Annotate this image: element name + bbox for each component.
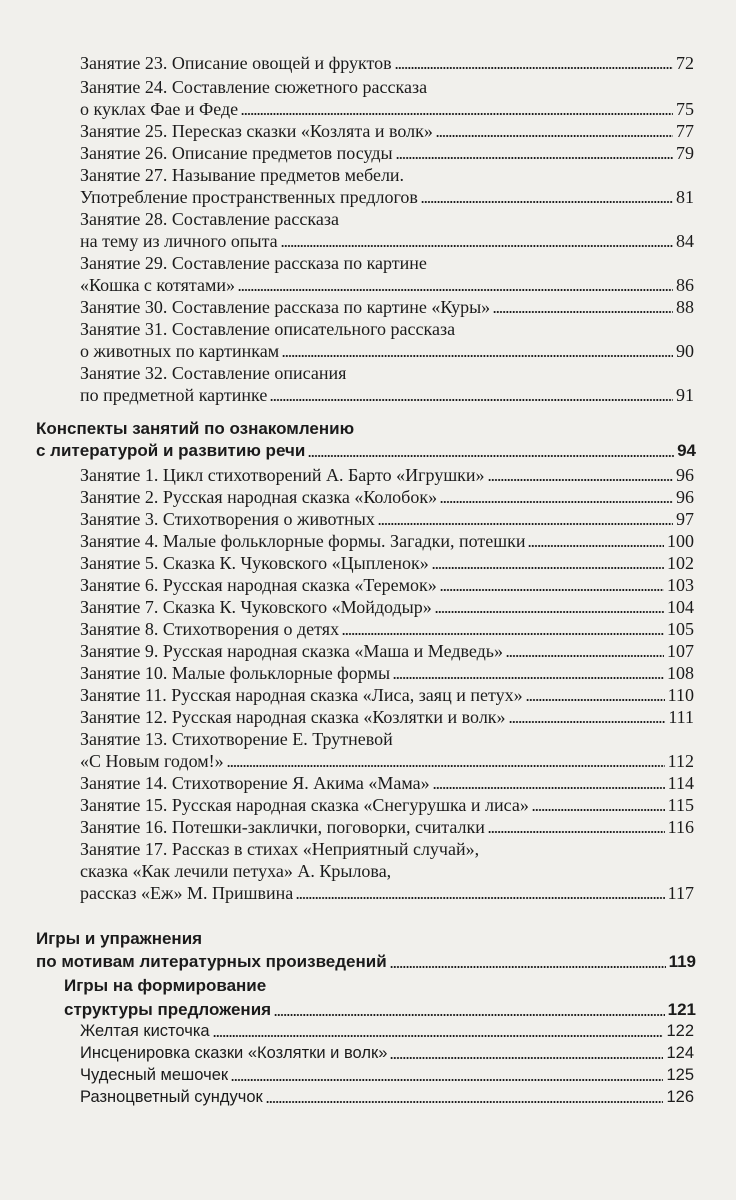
dot-leader [227,765,665,767]
dot-leader [488,479,673,481]
toc-entry-title: Занятие 31. Составление описательного рассказа [80,319,456,339]
dot-leader [506,655,664,657]
toc-entry-title: Занятие 3. Стихотворения о животных [80,509,375,529]
toc-entry-line [36,418,696,440]
toc-entry-title: Занятие 12. Русская народная сказка «Козлятки и волк» [80,707,506,727]
toc-entry-title: Занятие 32. Составление описания [80,363,347,383]
toc-entry-title: по мотивам литературных произведений [36,952,387,971]
toc-entry-title: «С Новым годом!» [80,751,224,771]
toc-entry-title: с литературой и развитию речи [36,441,306,460]
toc-entry-title: Занятие 30. Составление рассказа по картине «Куры» [80,297,491,317]
toc-entry-title: Чудесный мешочек [80,1066,229,1084]
toc-entry[interactable] [80,552,694,574]
dot-leader [282,355,673,357]
dot-leader [270,399,673,401]
dot-leader [421,201,673,203]
toc-entry[interactable] [80,882,694,904]
toc-entry[interactable] [80,464,694,486]
toc-entry[interactable] [80,618,694,640]
page-number: 126 [666,1088,694,1106]
toc-entry[interactable] [80,120,694,142]
dot-leader [440,501,673,503]
dot-leader [396,157,673,159]
page-number: 116 [667,817,694,837]
dot-leader [395,67,673,69]
toc-entry[interactable] [80,508,694,530]
toc-entry[interactable] [36,951,696,973]
page-number: 79 [676,143,694,163]
toc-entry[interactable] [80,1042,694,1064]
toc-entry-title: Занятие 26. Описание предметов посуды [80,143,393,163]
toc-entry[interactable] [80,274,694,296]
toc-entry-title: Занятие 13. Стихотворение Е. Трутневой [80,729,393,749]
toc-entry[interactable] [36,440,696,462]
toc-entry-line [80,164,694,186]
toc-entry-title: Занятие 2. Русская народная сказка «Колобок» [80,487,438,507]
dot-leader [440,589,664,591]
toc-entry-title: Занятие 6. Русская народная сказка «Теремок» [80,575,437,595]
dot-leader [296,897,664,899]
page-number: 96 [676,487,694,507]
toc-entry-title: Разноцветный сундучок [80,1088,263,1106]
toc-entry[interactable] [80,662,694,684]
page-number: 100 [667,531,694,551]
dot-leader [432,567,664,569]
toc-entry-title: Занятие 17. Рассказ в стихах «Неприятный случай», [80,839,480,859]
dot-leader [241,113,673,115]
toc-entry[interactable] [80,640,694,662]
toc-entry-title: Занятие 1. Цикл стихотворений А. Барто «Игрушки» [80,465,485,485]
dot-leader [274,1014,665,1016]
page-number: 103 [667,575,694,595]
page-number: 121 [667,1000,696,1019]
toc-entry-title: Употребление пространственных предлогов [80,187,418,207]
toc-entry-title: о куклах Фае и Феде [80,99,239,119]
toc-entry-title: Занятие 16. Потешки-заклички, поговорки, считалки [80,817,485,837]
dot-leader [393,677,664,679]
toc-entry[interactable] [80,98,694,120]
dot-leader [213,1035,664,1037]
toc-entry[interactable] [80,1064,694,1086]
page-number: 122 [666,1022,694,1040]
page-number: 124 [666,1044,694,1062]
dot-leader [509,721,666,723]
toc-entry-title: Занятие 4. Малые фольклорные формы. Загадки, потешки [80,531,526,551]
dot-leader [528,545,664,547]
toc-entry-title: Игры на формирование [64,976,267,995]
page-number: 108 [667,663,694,683]
dot-leader [488,831,665,833]
toc-entry-title: Инсценировка сказки «Козлятки и волк» [80,1044,388,1062]
page-number: 90 [676,341,694,361]
toc-entry-line [36,928,696,950]
page-number: 86 [676,275,694,295]
toc-entry[interactable] [80,530,694,552]
page-number: 91 [676,385,694,405]
page-number: 117 [667,883,694,903]
toc-entry-title: на тему из личного опыта [80,231,278,251]
toc-entry-title: Занятие 11. Русская народная сказка «Лиса, заяц и петух» [80,685,523,705]
toc-entry[interactable] [80,296,694,318]
toc-entry[interactable] [80,706,694,728]
page-number: 110 [667,685,694,705]
toc-entry-title: Занятие 28. Составление рассказа [80,209,339,229]
page-number: 97 [676,509,694,529]
toc-entry[interactable] [64,999,696,1021]
toc-entry[interactable] [80,816,694,838]
toc-entry-title: рассказ «Еж» М. Пришвина [80,883,294,903]
page-number: 115 [667,795,694,815]
dot-leader [342,633,664,635]
toc-entry-title: Занятие 23. Описание овощей и фруктов [80,53,392,73]
toc-entry[interactable] [80,794,694,816]
page-number: 81 [676,187,694,207]
page-number: 77 [676,121,694,141]
page-number: 125 [666,1066,694,1084]
dot-leader [390,966,666,968]
page-number: 102 [667,553,694,573]
dot-leader [493,311,673,313]
page-number: 88 [676,297,694,317]
toc-entry-title: Занятие 7. Сказка К. Чуковского «Мойдодыр» [80,597,432,617]
toc-entry-title: Занятие 5. Сказка К. Чуковского «Цыпленок» [80,553,429,573]
toc-entry[interactable] [80,684,694,706]
toc-entry-title: Игры и упражнения [36,929,203,948]
toc-entry-line [80,728,694,750]
dot-leader [231,1079,663,1081]
toc-entry-title: Занятие 15. Русская народная сказка «Снегурушка и лиса» [80,795,529,815]
page-number: 84 [676,231,694,251]
toc-entry-line [80,362,694,384]
toc-entry[interactable] [80,340,694,362]
toc-entry-line [80,208,694,230]
dot-leader [433,787,665,789]
dot-leader [532,809,665,811]
toc-entry-title: «Кошка с котятами» [80,275,236,295]
toc-entry-title: структуры предложения [64,1000,272,1019]
toc-entry-title: о животных по картинкам [80,341,280,361]
page-number: 105 [667,619,694,639]
page-number: 104 [667,597,694,617]
page-number: 119 [668,952,696,971]
toc-entry-title: Занятие 8. Стихотворения о детях [80,619,340,639]
toc-entry-title: по предметной картинке [80,385,268,405]
dot-leader [281,245,673,247]
toc-entry[interactable] [80,186,694,208]
toc-entry[interactable] [80,486,694,508]
toc-entry-title: Занятие 14. Стихотворение Я. Акима «Мама» [80,773,430,793]
toc-entry[interactable] [80,142,694,164]
toc-entry-line [80,318,694,340]
toc-entry-title: Занятие 29. Составление рассказа по картине [80,253,427,273]
toc-entry-title: Занятие 9. Русская народная сказка «Маша и Медведь» [80,641,503,661]
toc-entry[interactable] [80,750,694,772]
page-number: 112 [667,751,694,771]
toc-entry-title: сказка «Как лечили петуха» А. Крылова, [80,861,392,881]
toc-entry-title: Занятие 24. Составление сюжетного рассказа [80,77,428,97]
page-number: 96 [676,465,694,485]
toc-entry[interactable] [80,596,694,618]
toc-entry-title: Занятие 25. Пересказ сказки «Козлята и волк» [80,121,433,141]
toc-entry[interactable] [80,1020,694,1042]
toc-entry[interactable] [80,52,694,74]
page-number: 75 [676,99,694,119]
toc-entry[interactable] [80,1086,694,1108]
toc-entry-title: Занятие 10. Малые фольклорные формы [80,663,391,683]
dot-leader [526,699,665,701]
dot-leader [308,455,674,457]
toc-entry-title: Желтая кисточка [80,1022,210,1040]
toc-entry-title: Конспекты занятий по ознакомлению [36,419,355,438]
dot-leader [378,523,673,525]
toc-entry-line [64,975,696,997]
dot-leader [435,611,664,613]
page-number: 114 [667,773,694,793]
toc-entry[interactable] [80,772,694,794]
dot-leader [266,1101,664,1103]
toc-entry[interactable] [80,574,694,596]
page-number: 72 [676,53,694,73]
page-number: 94 [677,441,696,460]
page-number: 107 [667,641,694,661]
toc-entry-line [80,838,694,860]
toc-entry[interactable] [80,384,694,406]
toc-entry-line [80,860,694,882]
dot-leader [436,135,673,137]
toc-entry-title: Занятие 27. Называние предметов мебели. [80,165,405,185]
toc-entry-line [80,76,694,98]
dot-leader [238,289,673,291]
page-number: 111 [668,707,694,727]
toc-entry[interactable] [80,230,694,252]
dot-leader [390,1057,663,1059]
toc-entry-line [80,252,694,274]
